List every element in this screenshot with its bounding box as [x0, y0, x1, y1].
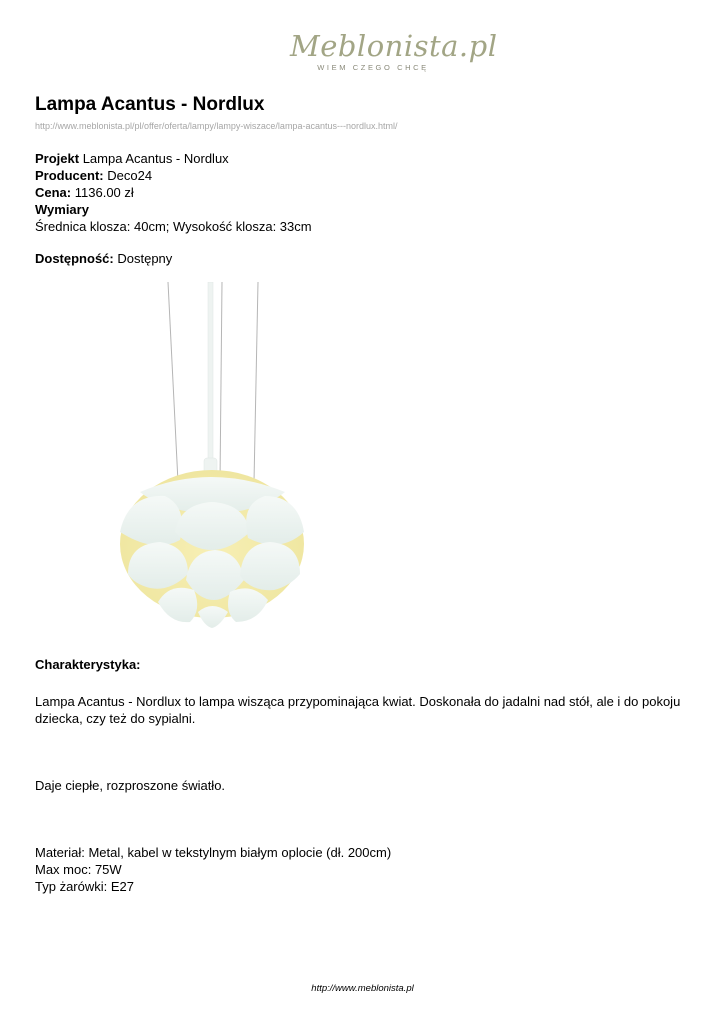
product-title: Lampa Acantus - Nordlux [35, 94, 265, 115]
footer-url[interactable]: http://www.meblonista.pl [311, 983, 414, 994]
spec-availability-value: Dostępny [117, 251, 173, 266]
spec-producer-value: Deco24 [107, 168, 153, 183]
bulb-type-line: Typ żarówki: E27 [35, 879, 134, 894]
spec-project-label: Projekt [35, 151, 80, 166]
spec-availability-label: Dostępność: [35, 251, 114, 266]
site-logo [290, 28, 498, 82]
product-specs [35, 150, 312, 235]
product-image [110, 282, 320, 632]
logo-tagline: WIEM CZEGO CHCĘ [317, 63, 429, 72]
material-line: Materiał: Metal, kabel w tekstylnym białym oplocie (dł. 200cm) [35, 845, 392, 860]
description-specs [35, 844, 725, 895]
description-paragraph-2: Daje ciepłe, rozproszone światło. [35, 778, 226, 793]
spec-price-value: 1136.00 zł [74, 185, 134, 200]
spec-availability [35, 251, 172, 266]
spec-project [35, 150, 312, 167]
spec-dimensions [35, 201, 312, 218]
spec-price-label: Cena: [35, 185, 72, 200]
spec-project-value: Lampa Acantus - Nordlux [82, 151, 229, 166]
logo-brand: Meblonista.pl [290, 29, 498, 63]
spec-producer [35, 167, 312, 184]
description-heading: Charakterystyka: [35, 657, 141, 672]
spec-producer-label: Producent: [35, 168, 104, 183]
max-power-line: Max moc: 75W [35, 862, 122, 877]
spec-dimensions-value: Średnica klosza: 40cm; Wysokość klosza: 33cm [35, 219, 312, 234]
spec-price [35, 184, 312, 201]
spec-dimensions-label: Wymiary [35, 202, 89, 217]
product-url[interactable]: http://www.meblonista.pl/pl/offer/oferta/lampy/lampy-wiszace/lampa-acantus---nordlux.html/ [35, 121, 398, 131]
description-paragraph-1: Lampa Acantus - Nordlux to lampa wisząca przypominająca kwiat. Doskonała do jadalni nad stół, ale i do pokoju dziecka, czy też do sypialni. [35, 694, 681, 726]
